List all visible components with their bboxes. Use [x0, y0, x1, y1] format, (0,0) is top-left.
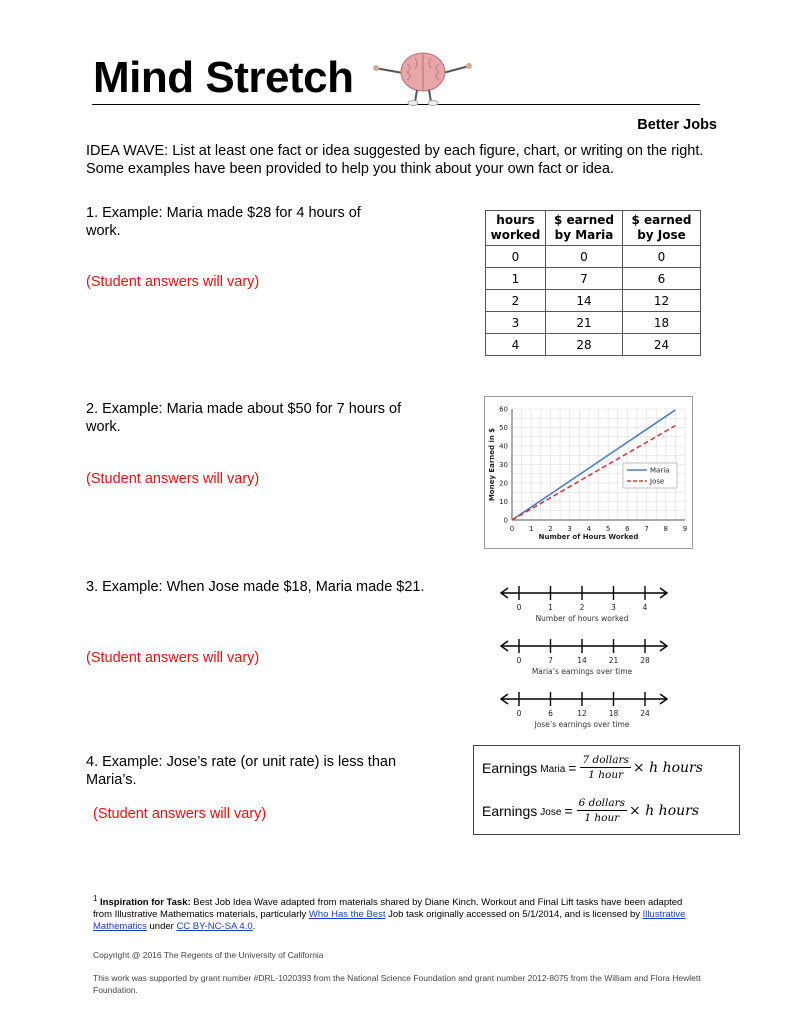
x-tick-label: 6	[625, 525, 630, 533]
grant-notice: This work was supported by grant number #DRL-1020393 from the National Science Foundation and grant number 2012-8075 from the William and Flora Hewlett Foundation.	[93, 973, 701, 995]
x-tick-label: 3	[567, 525, 572, 533]
chart-svg	[485, 397, 692, 548]
table-row	[486, 246, 701, 268]
table-cell: 14	[546, 290, 623, 312]
table-cell: 7	[546, 268, 623, 290]
x-tick-label: 2	[548, 525, 553, 533]
footnote-text: Job task originally accessed on 5/1/2014, and is licensed by	[385, 909, 643, 921]
table-row	[486, 268, 701, 290]
question-4: 4. Example: Jose’s rate (or unit rate) is less than Maria’s.	[86, 754, 397, 788]
legend-label: Maria	[650, 466, 670, 475]
number-line-tick-label: 6	[548, 709, 553, 718]
y-tick-label: 40	[499, 442, 508, 451]
y-tick-label: 0	[503, 516, 508, 525]
footnote-text: Best Job Idea Wave adapted from materials shared by Diane Kinch. Workout and Final Lift tasks have been adapted from Illustrative Mathematics materials, particularly	[93, 897, 683, 921]
table-cell: 2	[486, 290, 546, 312]
x-tick-label: 8	[663, 525, 669, 533]
formula-rest: × h hours	[632, 759, 703, 776]
table-cell: 28	[546, 334, 623, 356]
fraction-numerator: 7 dollars	[582, 754, 629, 766]
number-line-tick-label: 28	[640, 656, 650, 665]
y-tick-label: 30	[499, 461, 508, 469]
table-cell: 1	[486, 268, 546, 290]
formula-equals: =	[568, 759, 577, 776]
table-cell: 0	[486, 246, 546, 268]
formula-fraction	[577, 797, 627, 824]
copyright: Copyright @ 2016 The Regents of the University of California	[93, 950, 324, 960]
footnote-text: under	[146, 921, 177, 933]
table-header: $ earned by Maria	[546, 211, 623, 246]
y-axis-label: Money Earned in $	[488, 427, 496, 502]
table-cell: 18	[623, 312, 701, 334]
formula-box	[473, 745, 740, 835]
x-tick-label: 1	[528, 525, 534, 533]
number-line-label: Jose’s earnings over time	[534, 720, 630, 729]
number-line-tick-label: 0	[516, 603, 522, 612]
number-line-label: Number of hours worked	[535, 614, 629, 623]
x-tick-label: 9	[682, 525, 688, 533]
formula-subscript: Jose	[540, 807, 562, 818]
fraction-denominator: 1 hour	[588, 769, 624, 781]
footnote	[93, 893, 703, 933]
number-line-tick-label: 12	[577, 709, 587, 718]
footnote-text: .	[252, 921, 256, 933]
x-tick-label: 4	[586, 525, 592, 533]
number-line-tick-label: 18	[608, 709, 619, 718]
table-row	[486, 290, 701, 312]
chart-legend	[623, 463, 677, 488]
number-line-tick-label: 3	[611, 603, 616, 612]
task-subtitle: Better Jobs	[637, 117, 717, 133]
table-row	[486, 334, 701, 356]
number-line-tick-label: 7	[548, 656, 553, 665]
table-cell: 4	[486, 334, 546, 356]
table-row	[486, 312, 701, 334]
table-cell: 6	[623, 268, 701, 290]
table-cell: 21	[546, 312, 623, 334]
maria-formula	[482, 754, 703, 781]
question-3: 3. Example: When Jose made $18, Maria made $21.	[86, 579, 425, 595]
license-link[interactable]: CC BY-NC-SA 4.0	[176, 921, 253, 933]
answer-1: (Student answers will vary)	[86, 274, 260, 290]
y-tick-label: 50	[499, 424, 508, 432]
number-line-tick-label: 0	[516, 656, 522, 665]
x-tick-label: 5	[605, 525, 611, 533]
table-header: $ earned by Jose	[623, 211, 701, 246]
x-tick-label: 0	[509, 525, 515, 533]
footnote-lead: Inspiration for Task:	[100, 897, 191, 909]
formula-fraction	[580, 754, 630, 781]
brain-mascot-icon	[371, 46, 475, 108]
earnings-chart	[484, 396, 693, 549]
earnings-table	[485, 210, 701, 356]
table-cell: 12	[623, 290, 701, 312]
x-axis-label: Number of Hours Worked	[538, 533, 639, 541]
legend-label: Jose	[650, 477, 665, 486]
page-title: Mind Stretch	[93, 53, 354, 102]
number-line-tick-label: 2	[579, 603, 585, 612]
y-tick-label: 20	[499, 479, 508, 488]
y-tick-label: 60	[499, 405, 508, 414]
question-1: 1. Example: Maria made $28 for 4 hours of work.	[86, 205, 361, 239]
number-line-tick-label: 1	[548, 603, 553, 612]
who-has-the-best-link[interactable]: Who Has the Best	[308, 909, 386, 921]
formula-equals: =	[564, 802, 573, 819]
jose-formula	[482, 797, 699, 824]
answer-2: (Student answers will vary)	[86, 471, 260, 487]
number-line-label: Maria’s earnings over time	[531, 667, 633, 676]
table-cell: 0	[623, 246, 701, 268]
fraction-denominator: 1 hour	[584, 812, 620, 824]
formula-subscript: Maria	[540, 764, 566, 775]
number-line-tick-label: 24	[640, 709, 650, 718]
table-cell: 3	[486, 312, 546, 334]
table-header: hours worked	[486, 211, 546, 246]
number-line-tick-label: 14	[577, 656, 587, 665]
number-line-tick-label: 4	[642, 603, 648, 612]
formula-word: Earnings	[482, 802, 538, 819]
fraction-numerator: 6 dollars	[578, 797, 626, 809]
illustrative-mathematics-link[interactable]: Illustrative Mathematics	[93, 909, 686, 933]
formula-word: Earnings	[482, 759, 538, 776]
y-tick-label: 10	[499, 498, 508, 506]
table-cell: 0	[546, 246, 623, 268]
answer-4: (Student answers will vary)	[93, 806, 267, 822]
number-line-tick-label: 0	[516, 709, 522, 718]
number-lines	[496, 580, 686, 740]
formula-rest: × h hours	[629, 802, 700, 819]
answer-3: (Student answers will vary)	[86, 650, 260, 666]
number-line-tick-label: 21	[608, 656, 619, 665]
instructions: IDEA WAVE: List at least one fact or idea suggested by each figure, chart, or writing on the right. Some examples have been provided to help you think about your own fact or idea.	[86, 143, 704, 177]
table-cell: 24	[623, 334, 701, 356]
x-tick-label: 7	[644, 525, 649, 533]
question-2: 2. Example: Maria made about $50 for 7 hours of work.	[86, 401, 402, 435]
footnote-mark: 1	[93, 894, 98, 903]
